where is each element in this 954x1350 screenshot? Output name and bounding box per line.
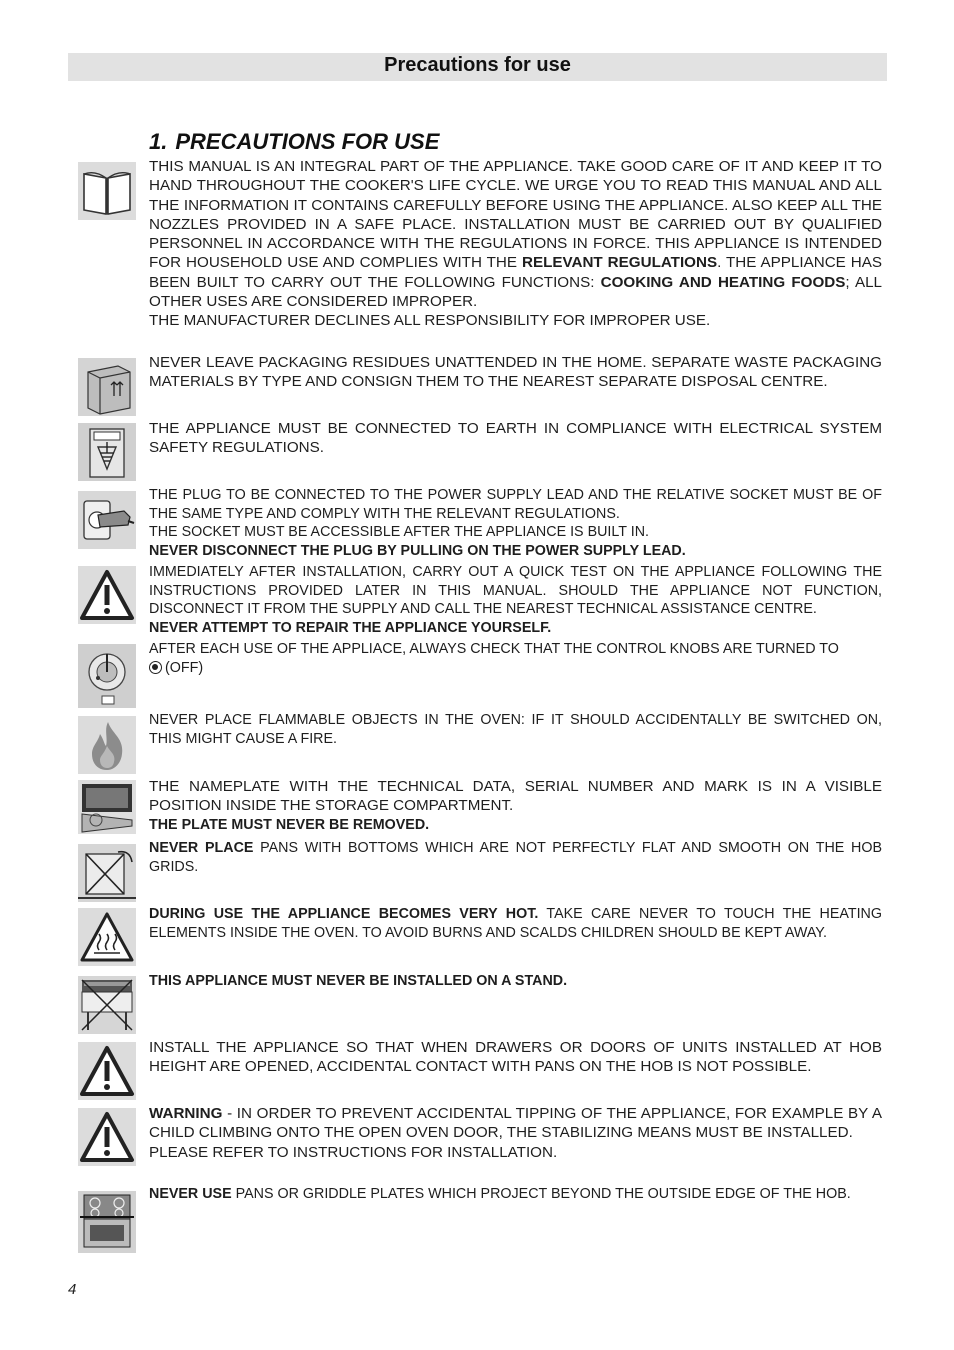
nameplate-warning: THE PLATE MUST NEVER BE REMOVED.	[149, 816, 430, 833]
warning-triangle-icon	[78, 566, 136, 624]
section-title-text: PRECAUTIONS FOR USE	[175, 129, 440, 154]
stand-warning: THIS APPLIANCE MUST NEVER BE INSTALLED ON A STAND.	[149, 973, 568, 989]
hob-griddle-icon	[78, 1191, 136, 1253]
manual-text-c: . THE APPLIANCE HAS BEEN BUILT TO CARRY OUT THE FOLLOWING FUNCTIONS:	[149, 254, 882, 291]
plug-warning: NEVER DISCONNECT THE PLUG BY PULLING ON THE POWER SUPPLY LEAD.	[149, 542, 686, 559]
manual-text	[149, 157, 882, 331]
flammable-text	[149, 711, 882, 748]
plug-paragraph-1: THE PLUG TO BE CONNECTED TO THE POWER SUPPLY LEAD AND THE RELATIVE SOCKET MUST BE OF THE SAME TYPE AND COMPLY WITH THE RELEVANT REGULATIONS.	[149, 487, 882, 522]
off-position-icon	[149, 661, 162, 674]
plug-socket-icon	[78, 491, 136, 549]
manual-text-b: RELEVANT REGULATIONS	[521, 254, 718, 272]
knobs-paragraph: AFTER EACH USE OF THE APPLIACE, ALWAYS CHECK THAT THE CONTROL KNOBS ARE TURNED TO	[149, 641, 839, 657]
pans-text	[149, 839, 882, 876]
book-icon	[78, 162, 136, 220]
pans-rest: PANS WITH BOTTOMS WHICH ARE NOT PERFECTLY FLAT AND SMOOTH ON THE HOB GRIDS.	[149, 840, 883, 875]
nameplate-text	[149, 777, 882, 835]
no-stand-icon	[78, 976, 136, 1034]
hot-surface-icon	[78, 908, 136, 966]
tipping-emphasis: WARNING	[149, 1105, 223, 1122]
griddle-text	[149, 1185, 882, 1204]
test-paragraph: IMMEDIATELY AFTER INSTALLATION, CARRY OUT A QUICK TEST ON THE APPLIANCE FOLLOWING THE INSTRUCTIONS PROVIDED LATER IN THIS MANUAL. SHOULD THE APPLIANCE NOT FUNCTION, DISCONNECT IT FROM THE SUPPLY AND CALL THE NEAREST TECHNICAL ASSISTANCE CENTRE.	[149, 564, 882, 618]
plug-text	[149, 486, 882, 560]
drawers-paragraph: INSTALL THE APPLIANCE SO THAT WHEN DRAWERS OR DOORS OF UNITS INSTALLED AT HOB HEIGHT ARE OPENED, ACCIDENTAL CONTACT WITH PANS ON THE HOB IS NOT POSSIBLE.	[149, 1039, 882, 1076]
knobs-text	[149, 640, 882, 677]
crossed-pan-icon	[78, 844, 136, 902]
earth-ground-icon	[78, 423, 136, 481]
stand-text	[149, 972, 882, 991]
manual-text-e: ; ALL OTHER USES ARE CONSIDERED IMPROPER.	[149, 273, 883, 311]
manual-text-a: THIS MANUAL IS AN INTEGRAL PART OF THE APPLIANCE. TAKE GOOD CARE OF IT AND KEEP IT TO HAND THROUGHOUT THE COOKER'S LIFE CYCLE. WE URGE YOU TO READ THIS MANUAL AND ALL THE INFORMATION IT CONTAINS CAREFULLY BEFORE USING THE APPLIANCE. ALSO KEEP ALL THE NOZZLES PROVIDED IN A SAFE PLACE. INSTALLATION MUST BE CARRIED OUT BY QUALIFIED PERSONNEL IN ACCORDANCE WITH THE REGULATIONS IN FORCE. THIS APPLIANCE IS INTENDED FOR HOUSEHOLD USE AND COMPLIES WITH THE	[149, 158, 882, 272]
hot-emphasis: DURING USE THE APPLIANCE BECOMES VERY HOT.	[149, 906, 539, 922]
packaging-text	[149, 353, 882, 392]
warning-triangle-icon	[78, 1042, 136, 1100]
page-number: 4	[68, 1281, 77, 1298]
hot-rest: TAKE CARE NEVER TO TOUCH THE HEATING ELEMENTS INSIDE THE OVEN. TO AVOID BURNS AND SCALDS CHILDREN SHOULD BE KEPT AWAY.	[149, 906, 882, 941]
header-title: Precautions for use	[384, 54, 571, 76]
manual-paragraph	[149, 157, 882, 311]
test-warning: NEVER ATTEMPT TO REPAIR THE APPLIANCE YOURSELF.	[149, 619, 552, 636]
tipping-text	[149, 1104, 882, 1162]
control-knob-icon	[78, 644, 136, 708]
nameplate-paragraph: THE NAMEPLATE WITH THE TECHNICAL DATA, SERIAL NUMBER AND MARK IS IN A VISIBLE POSITION INSIDE THE STORAGE COMPARTMENT.	[149, 778, 882, 815]
manual-responsibility: THE MANUFACTURER DECLINES ALL RESPONSIBILITY FOR IMPROPER USE.	[149, 312, 711, 330]
tipping-refer: PLEASE REFER TO INSTRUCTIONS FOR INSTALLATION.	[149, 1143, 558, 1161]
plug-paragraph-2: THE SOCKET MUST BE ACCESSIBLE AFTER THE APPLIANCE IS BUILT IN.	[149, 524, 650, 541]
earth-text	[149, 419, 882, 458]
pans-emphasis: NEVER PLACE	[149, 840, 254, 856]
test-text	[149, 563, 882, 637]
earth-paragraph: THE APPLIANCE MUST BE CONNECTED TO EARTH IN COMPLIANCE WITH ELECTRICAL SYSTEM SAFETY REGULATIONS.	[149, 420, 882, 457]
packaging-box-icon	[78, 358, 136, 416]
drawers-text	[149, 1038, 882, 1077]
manual-text-d: COOKING AND HEATING FOODS	[600, 273, 846, 291]
tipping-rest: - IN ORDER TO PREVENT ACCIDENTAL TIPPING OF THE APPLIANCE, FOR EXAMPLE BY A CHILD CLIMBING ONTO THE OPEN OVEN DOOR, THE STABILIZING MEANS MUST BE INSTALLED.	[149, 1105, 882, 1142]
tipping-paragraph	[149, 1104, 882, 1143]
packaging-paragraph: NEVER LEAVE PACKAGING RESIDUES UNATTENDED IN THE HOME. SEPARATE WASTE PACKAGING MATERIALS BY TYPE AND CONSIGN THEM TO THE NEAREST SEPARATE DISPOSAL CENTRE.	[149, 354, 882, 391]
hot-text	[149, 905, 882, 942]
section-number: 1.	[149, 129, 168, 154]
flammable-paragraph: NEVER PLACE FLAMMABLE OBJECTS IN THE OVEN: IF IT SHOULD ACCIDENTALLY BE SWITCHED ON, THIS MIGHT CAUSE A FIRE.	[149, 712, 882, 747]
griddle-rest: PANS OR GRIDDLE PLATES WHICH PROJECT BEYOND THE OUTSIDE EDGE OF THE HOB.	[231, 1186, 851, 1202]
flame-icon	[78, 716, 136, 774]
griddle-paragraph	[149, 1185, 882, 1204]
header-bar	[68, 53, 887, 81]
pans-paragraph	[149, 839, 882, 876]
griddle-emphasis: NEVER USE	[149, 1186, 232, 1202]
warning-triangle-icon	[78, 1108, 136, 1166]
hot-paragraph	[149, 905, 882, 942]
section-title	[149, 129, 439, 155]
knobs-off-label: (OFF)	[165, 659, 204, 676]
storage-compartment-icon	[78, 780, 136, 834]
knobs-off-line	[149, 659, 882, 678]
